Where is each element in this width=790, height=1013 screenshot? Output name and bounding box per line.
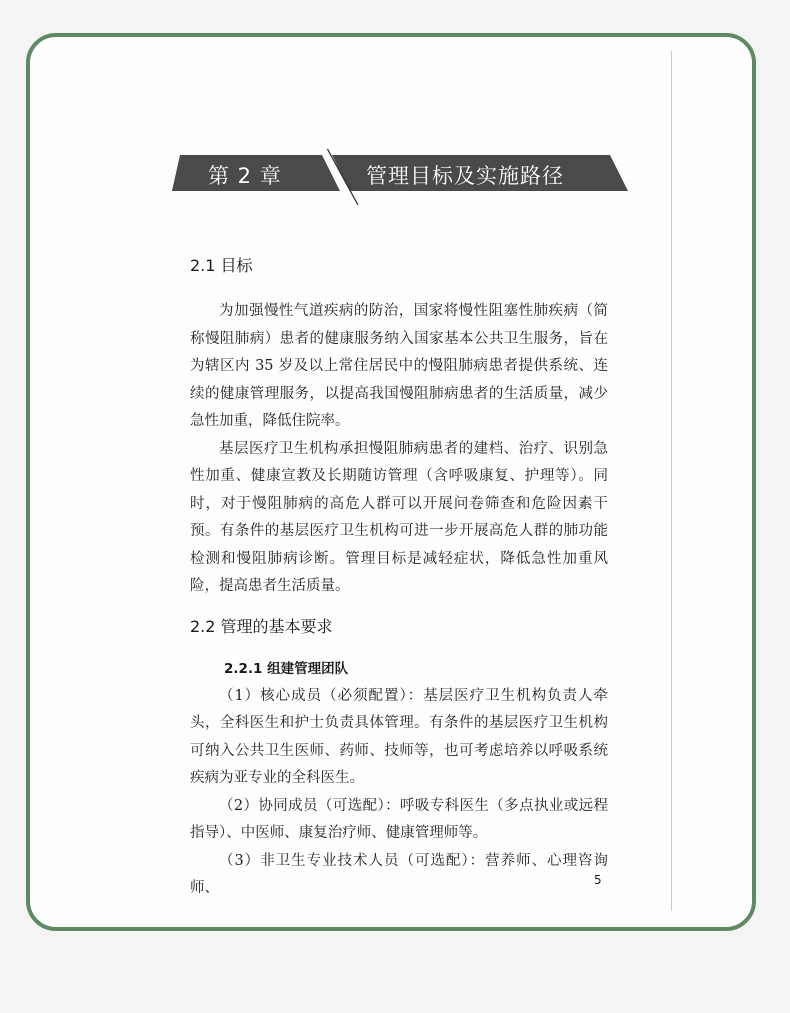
paragraph: （3）非卫生专业技术人员（可选配）：营养师、心理咨询师、 bbox=[190, 852, 608, 896]
page-frame bbox=[26, 33, 756, 931]
paragraph: （1）核心成员（必须配置）：基层医疗卫生机构负责人牵头，全科医生和护士负责具体管理。有条件的基层医疗卫生机构可纳入公共卫生医师、药师、技师等，也可考虑培养以呼吸系统疾病为亚专业的全科医生。 bbox=[190, 687, 608, 786]
chapter-number: 第 2 章 bbox=[208, 164, 282, 188]
page-number: 5 bbox=[594, 873, 602, 887]
paragraph: 基层医疗卫生机构承担慢阻肺病患者的建档、治疗、识别急性加重、健康宣教及长期随访管理（含呼吸康复、护理等）。同时，对于慢阻肺病的高危人群可以开展问卷筛查和危险因素干预。有条件的基层医疗卫生机构可进一步开展高危人群的肺功能检测和慢阻肺病诊断。管理目标是减轻症状，降低急性加重风险，提高患者生活质量。 bbox=[190, 440, 608, 594]
paragraph: 为加强慢性气道疾病的防治，国家将慢性阻塞性肺疾病（简称慢阻肺病）患者的健康服务纳入国家基本公共卫生服务，旨在为辖区内 35 岁及以上常住居民中的慢阻肺病患者提供系统、连续的健康管理服务，以提高我国慢阻肺病患者的生活质量，减少急性加重，降低住院率。 bbox=[190, 303, 608, 429]
section-heading: 2.2 管理的基本要求 bbox=[190, 616, 333, 636]
paragraph: （2）协同成员（可选配）：呼吸专科医生（多点执业或远程指导）、中医师、康复治疗师、健康管理师等。 bbox=[190, 797, 608, 841]
binding-line bbox=[671, 51, 672, 911]
subsection-heading: 2.2.1 组建管理团队 bbox=[224, 660, 349, 677]
section-heading: 2.1 目标 bbox=[190, 256, 253, 275]
chapter-banner bbox=[170, 149, 630, 205]
page-content bbox=[190, 252, 608, 903]
chapter-title: 管理目标及实施路径 bbox=[366, 164, 564, 188]
